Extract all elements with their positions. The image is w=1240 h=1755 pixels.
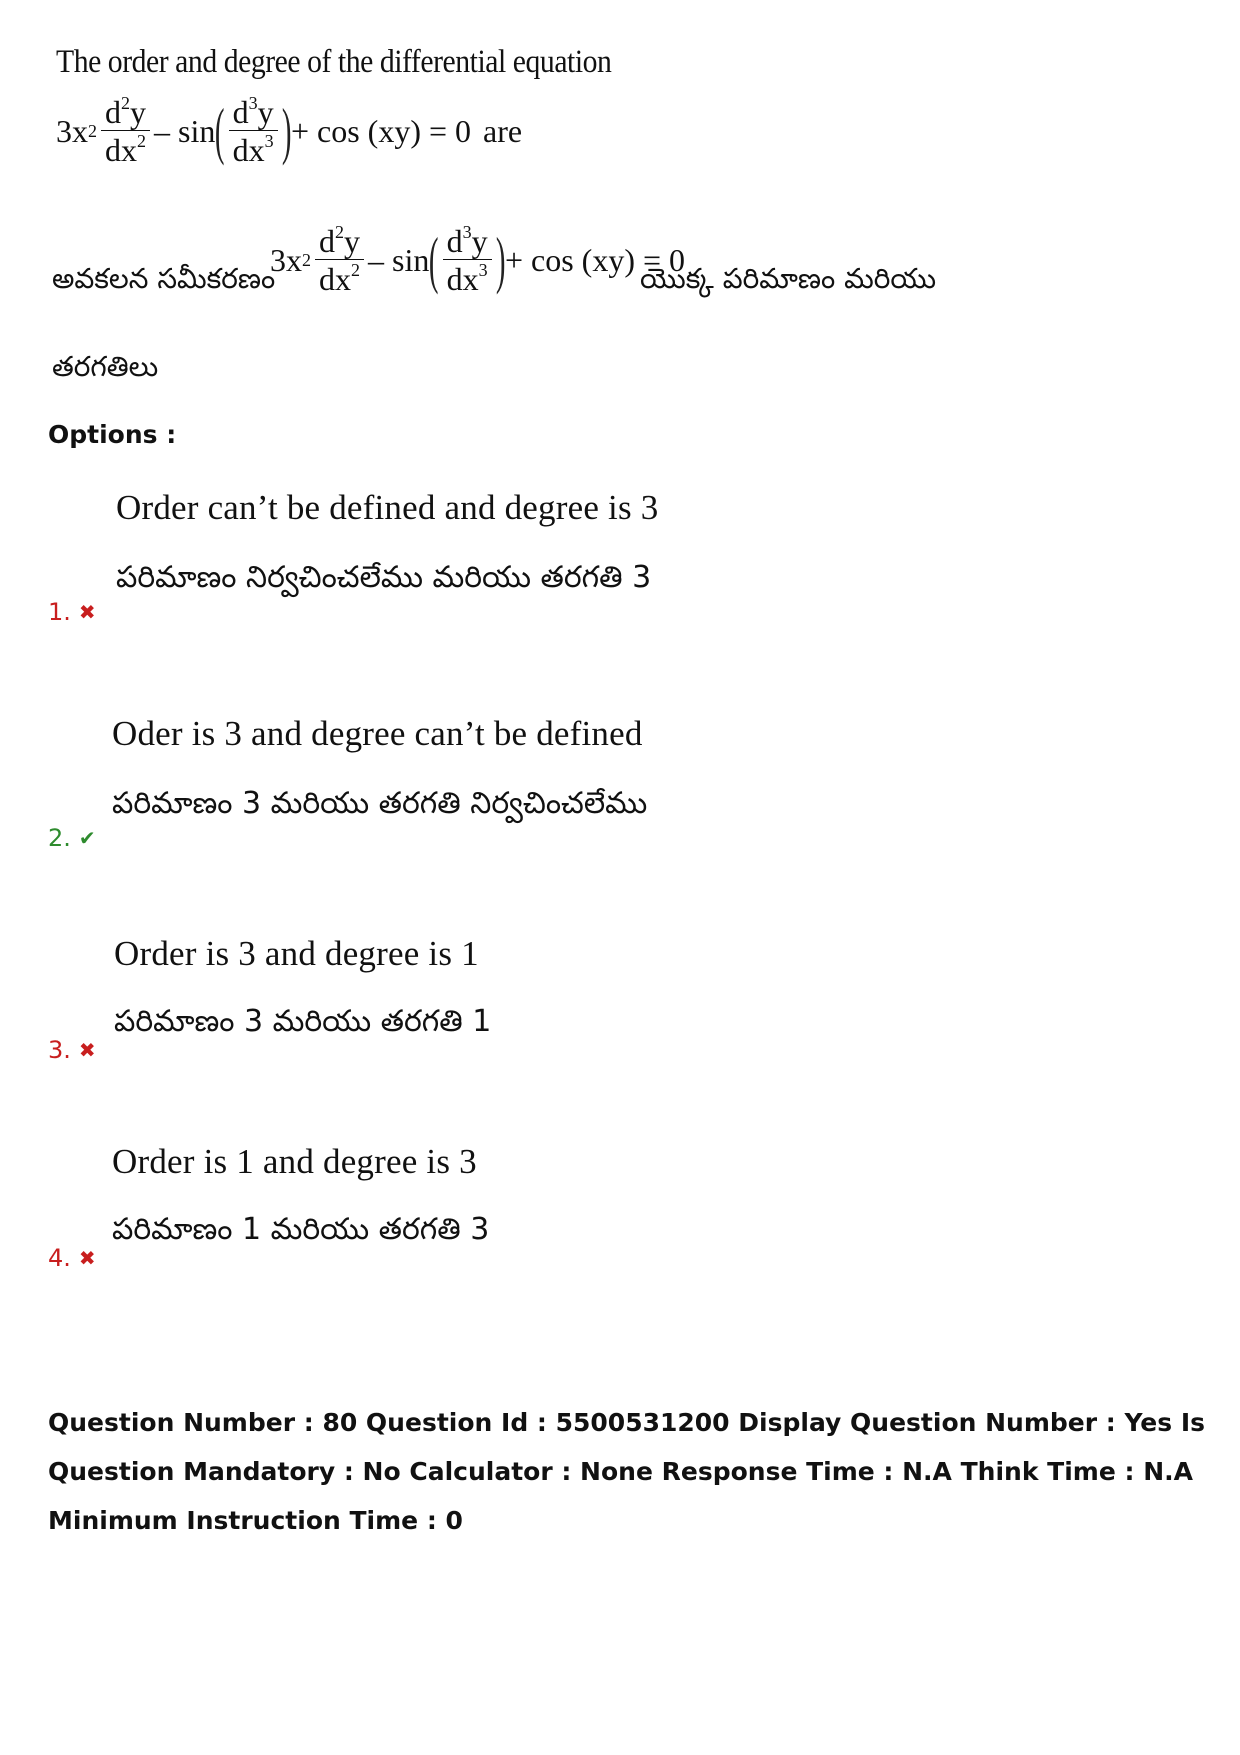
option-1-number: 1. — [48, 598, 71, 626]
cross-icon: ✖ — [78, 600, 96, 624]
option-4-number: 4. — [48, 1244, 71, 1272]
option-1-text-en: Order can’t be defined and degree is 3 — [116, 488, 659, 527]
equation-fraction-2: $\frac{d^3y}{dx^3}$ — [443, 225, 492, 295]
option-1-marker — [48, 598, 96, 626]
equation-tail: + cos (xy) = 0 — [290, 112, 472, 149]
right-paren: ) — [281, 95, 292, 166]
option-1-text-te: పరిమాణం నిర్వచించలేము మరియు తరగతి 3 — [116, 560, 652, 595]
question-stem-en: The order and degree of the differential equation — [56, 44, 612, 80]
equation-te — [270, 222, 686, 297]
check-icon: ✔ — [78, 826, 96, 850]
question-metadata: Question Number : 80 Question Id : 5500531200 Display Question Number : Yes Is Question Mandatory : No Calculator : None Response Time : N.A Think Time : N.A Minimum Instruction Time : 0 — [48, 1408, 1206, 1535]
option-4-text-te: పరిమాణం 1 మరియు తరగతి 3 — [112, 1212, 490, 1247]
option-3-number: 3. — [48, 1036, 71, 1064]
equation-minus-sin: – sin — [368, 241, 430, 278]
option-3-marker — [48, 1036, 96, 1064]
equation-suffix: are — [483, 112, 523, 149]
equation-fraction-1: $\frac{d^2y}{dx^2}$ — [101, 96, 150, 166]
right-paren: ) — [495, 224, 506, 295]
options-label: Options : — [48, 420, 177, 449]
equation-fraction-1: $\frac{d^2y}{dx^2}$ — [315, 225, 364, 295]
cross-icon: ✖ — [78, 1038, 96, 1062]
option-3-text-te: పరిమాణం 3 మరియు తరగతి 1 — [114, 1004, 492, 1039]
left-paren: ( — [429, 224, 439, 295]
question-stem-te-suffix: యొక్క పరిమాణం మరియు — [640, 262, 937, 295]
cross-icon: ✖ — [78, 1246, 96, 1270]
question-stem-te-prefix: అవకలన సమీకరణం — [52, 262, 276, 295]
option-2-marker — [48, 824, 96, 852]
equation-coef: 3x 2 — [270, 241, 311, 278]
equation-en — [56, 93, 523, 168]
equation-coef: 3x 2 — [56, 112, 97, 149]
equation-tail: + cos (xy) = 0 — [504, 241, 686, 278]
option-2-text-en: Oder is 3 and degree can’t be defined — [112, 714, 643, 753]
question-stem-te-line2: తరగతిలు — [52, 350, 159, 383]
option-4-text-en: Order is 1 and degree is 3 — [112, 1142, 477, 1181]
option-2-number: 2. — [48, 824, 71, 852]
equation-minus-sin: – sin — [154, 112, 216, 149]
equation-fraction-2: $\frac{d^3y}{dx^3}$ — [229, 96, 278, 166]
option-2-text-te: పరిమాణం 3 మరియు తరగతి నిర్వచించలేము — [112, 786, 648, 821]
left-paren: ( — [215, 95, 225, 166]
option-4-marker — [48, 1244, 96, 1272]
option-3-text-en: Order is 3 and degree is 1 — [114, 934, 479, 973]
